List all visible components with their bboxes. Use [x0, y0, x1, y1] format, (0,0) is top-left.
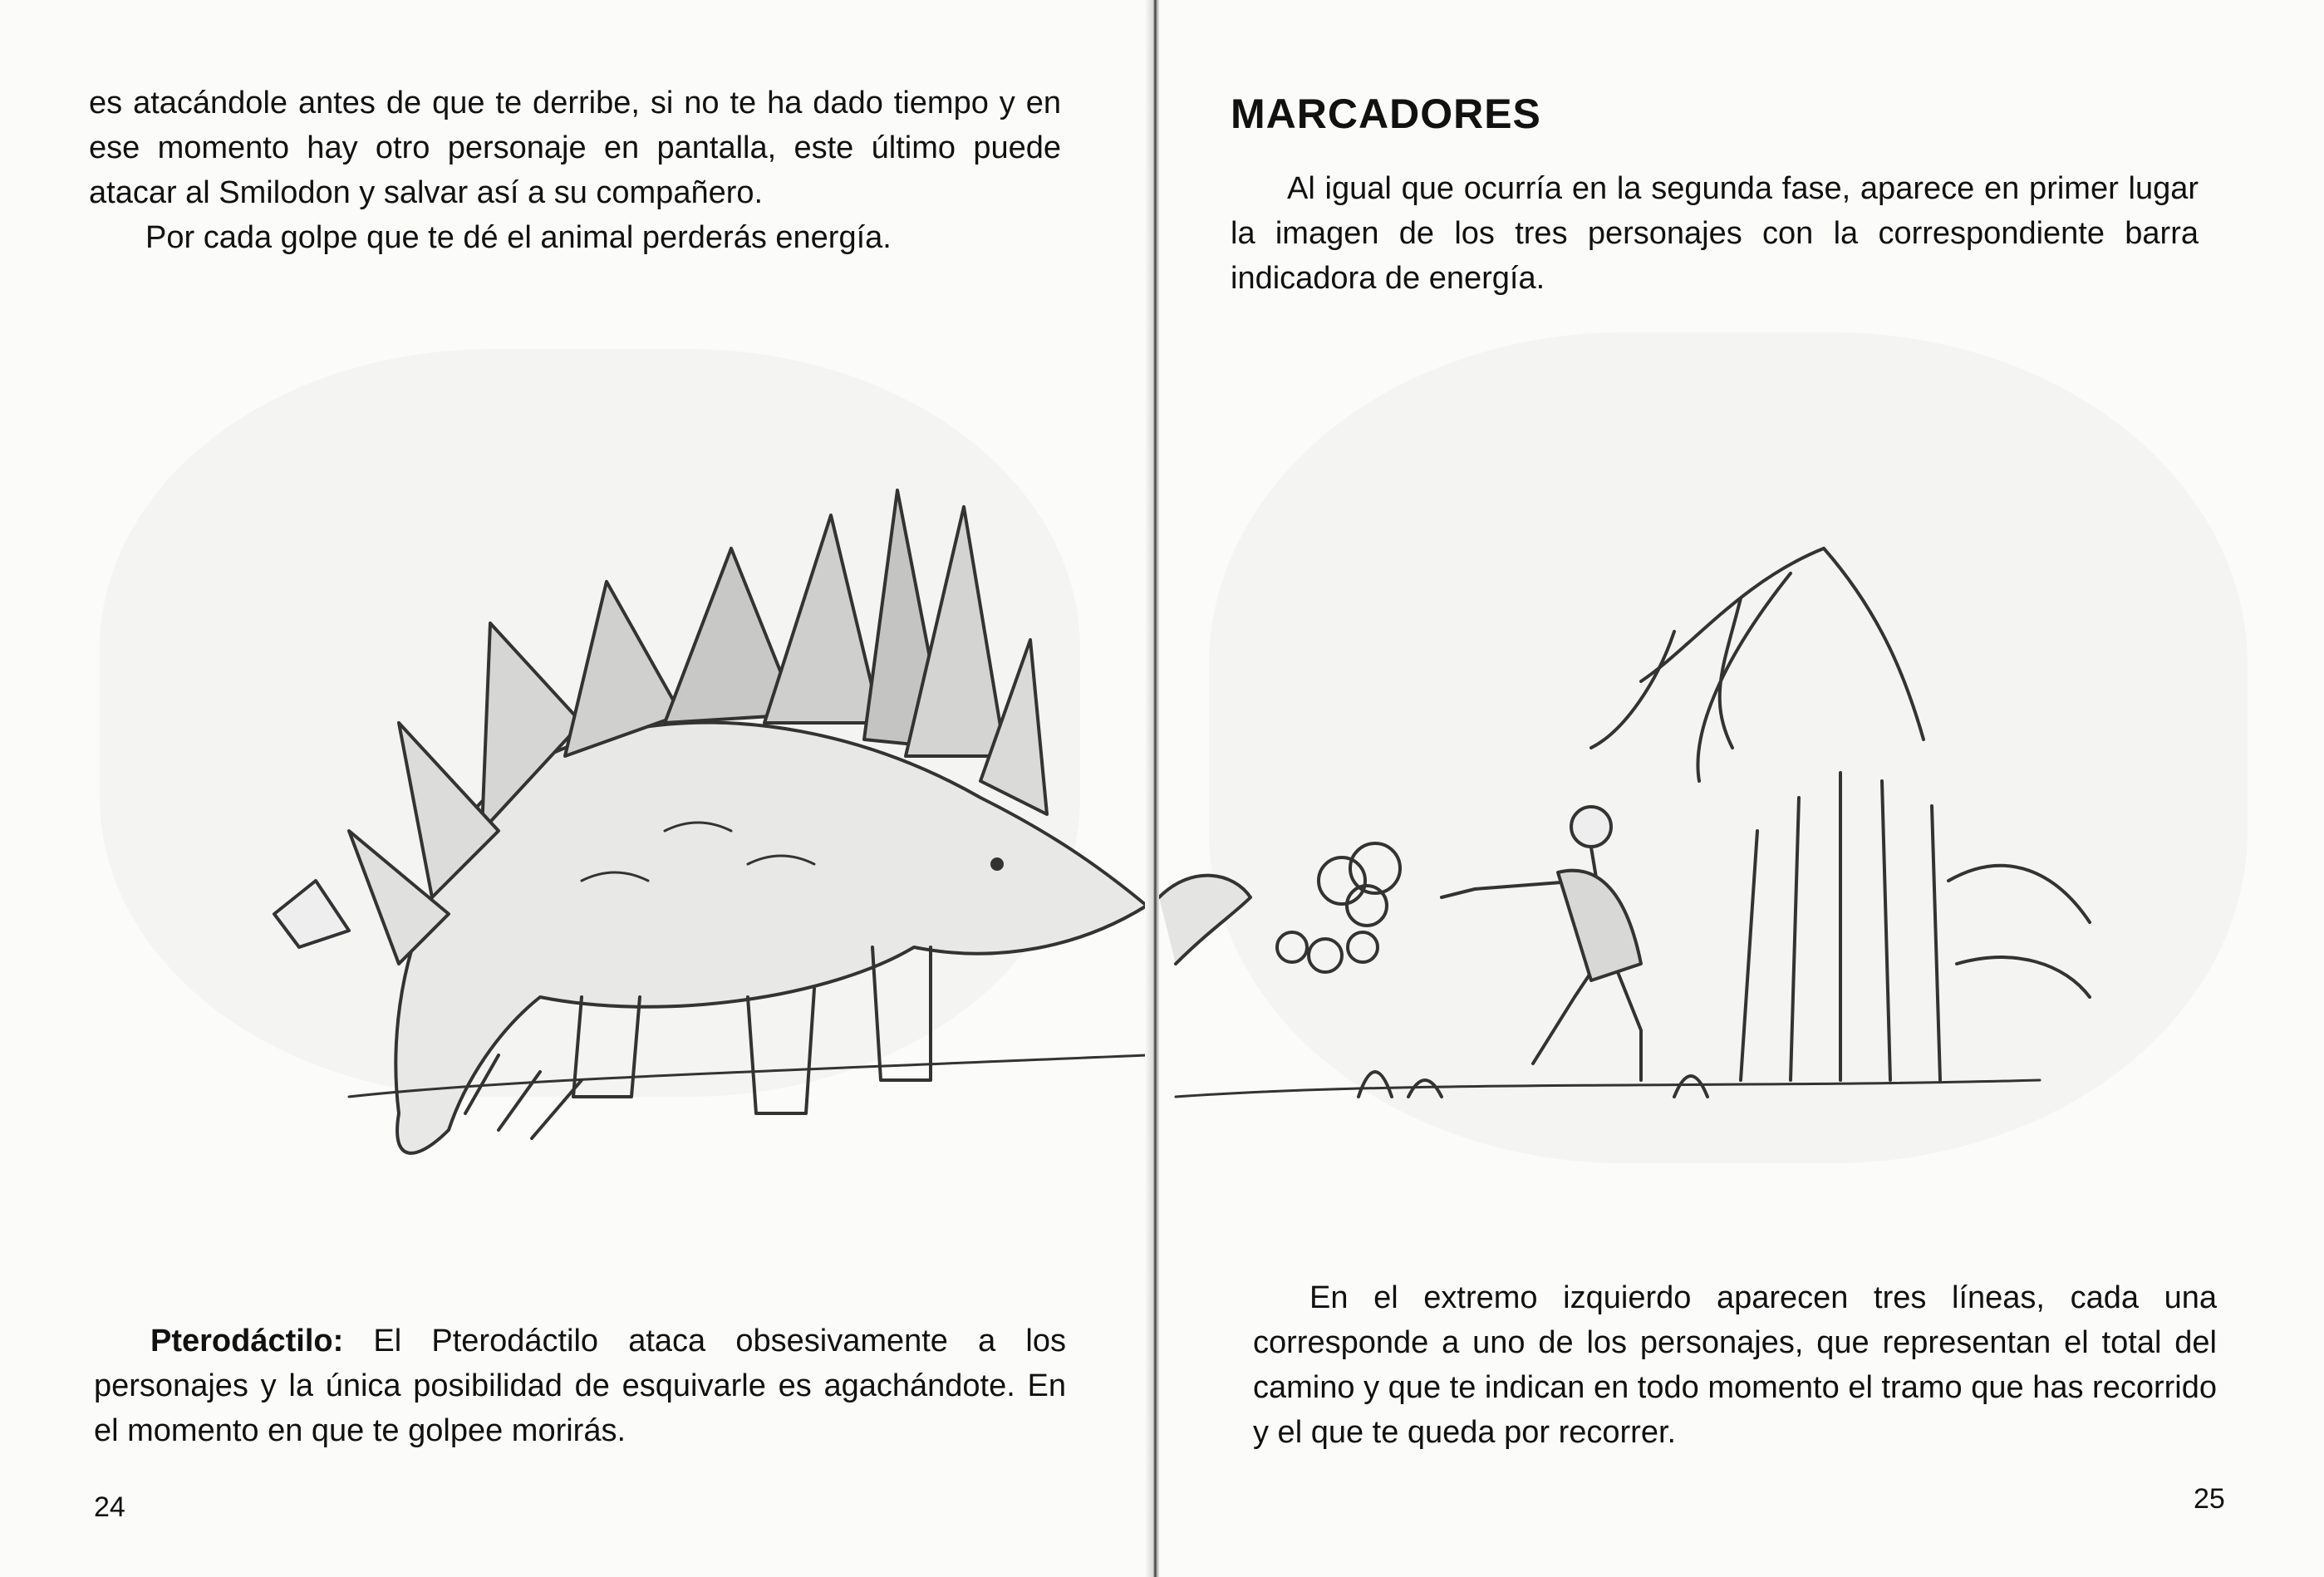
left-paragraph-1-text: es atacándole antes de que te derribe, si no te ha dado tiempo y en ese momento hay otro personaje en pantalla, este último puede atacar al Smilodon y salvar así a su compañero. — [89, 86, 1061, 210]
right-paragraph-1-text: Al igual que ocurría en la segunda fase, aparece en primer lugar la imagen de los tres personajes con la correspondiente barra indicadora de energía. — [1231, 171, 2199, 296]
right-paragraph-2-text: En el extremo izquierdo aparecen tres líneas, cada una corresponde a uno de los personajes, que representan el total del camino y que te indican en todo momento el tramo que has recorrido y el que te queda por recorrer. — [1253, 1280, 2217, 1450]
right-paragraph-2 — [1253, 1275, 2217, 1455]
page-title: MARCADORES — [1231, 91, 1541, 137]
left-page — [0, 0, 1159, 1577]
right-page — [1159, 0, 2324, 1577]
right-paragraph-1 — [1231, 166, 2199, 301]
page-number-left: 24 — [94, 1491, 125, 1523]
left-paragraph-1 — [89, 81, 1061, 260]
page-number-right: 25 — [2194, 1483, 2225, 1515]
pterodactyl-paragraph — [94, 1319, 1066, 1453]
left-paragraph-2-text: Por cada golpe que te dé el animal perderás energía. — [145, 220, 892, 255]
pterodactyl-text: El Pterodáctilo ataca obsesivamente a los personajes y la única posibilidad de esquivarle es agachándote. En el momento en que te golpee morirás. — [94, 1324, 1066, 1448]
hunter-shooting-illustration — [1159, 382, 2324, 1180]
stegosaurus-illustration — [0, 366, 1159, 1196]
pterodactyl-label: Pterodáctilo: — [150, 1324, 344, 1358]
